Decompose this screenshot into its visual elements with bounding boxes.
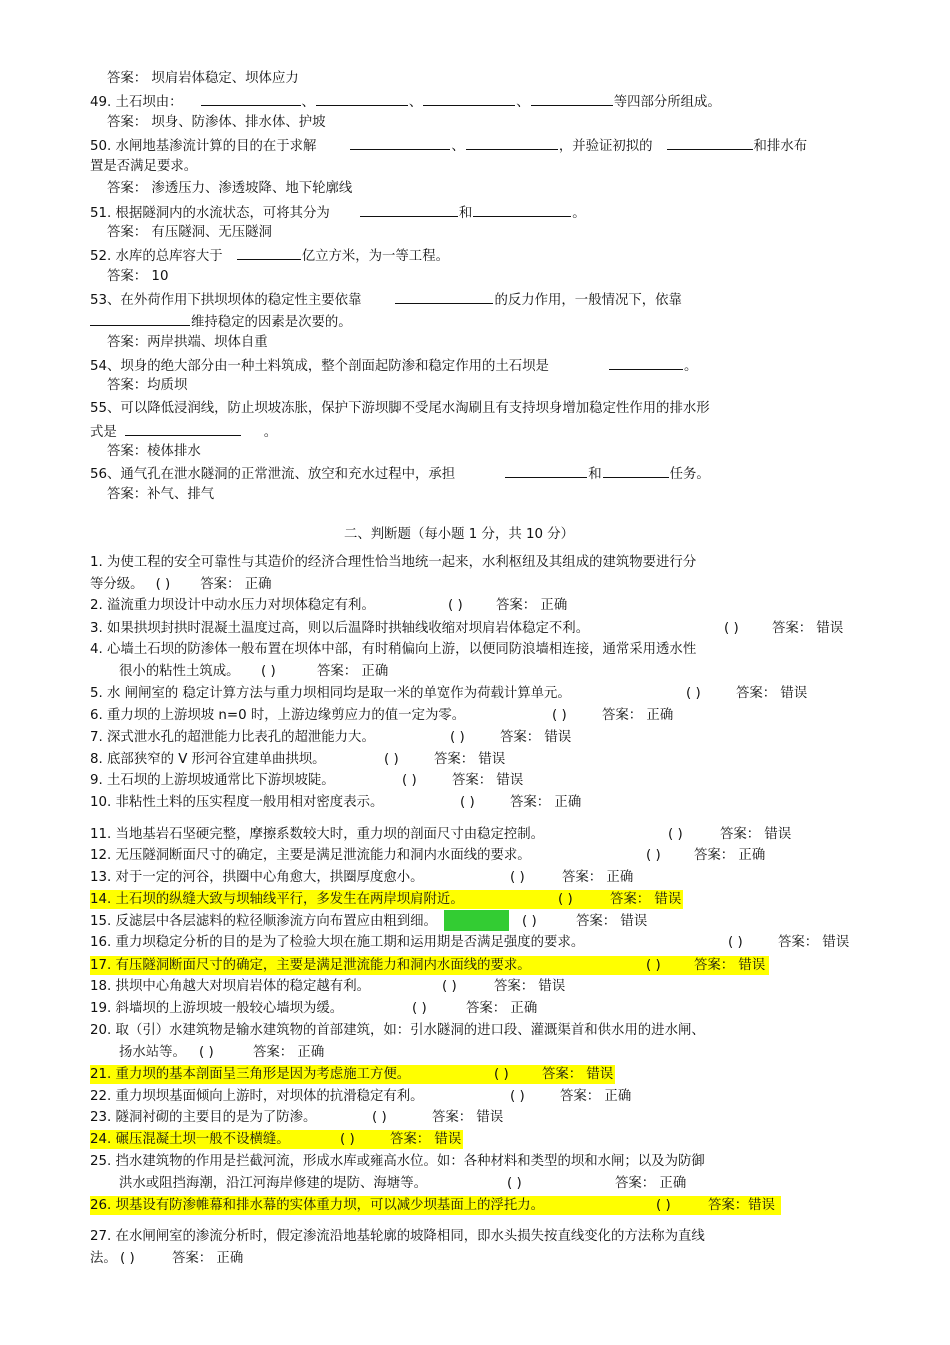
question-52: 52. 水库的总库容大于 亿立方米，为一等工程。 bbox=[90, 245, 449, 264]
question-56: 56、通气孔在泄水隧洞的正常泄流、放空和充水过程中，承担 和 任务。 bbox=[90, 463, 710, 482]
judge-17: 17. 有压隧洞断面尺寸的确定，主要是满足泄流能力和洞内水面线的要求。 ( ) 答案： 错误 bbox=[90, 956, 769, 975]
judge-20-cont: 扬水站等。 ( ) 答案： 正确 bbox=[119, 1045, 325, 1060]
judge-27: 27. 在水闸闸室的渗流分析时，假定渗流沿地基轮廓的坡降相同，即水头损失按直线变化的方法称为直线 bbox=[90, 1229, 705, 1244]
question-50: 50. 水闸地基渗流计算的目的在于求解 、 ，并验证初拟的 和排水布 bbox=[90, 135, 807, 154]
judge-20: 20. 取（引）水建筑物是输水建筑物的首部建筑，如：引水隧洞的进口段、灌溉渠首和供水用的进水闸、 bbox=[90, 1023, 705, 1038]
answer-54: 答案：均质坝 bbox=[107, 378, 188, 393]
judge-4: 4. 心墙土石坝的防渗体一般布置在坝体中部，有时稍偏向上游，以便同防浪墙相连接，通常采用透水性 bbox=[90, 642, 697, 657]
judge-11: 11. 当地基岩石坚硬完整，摩擦系数较大时，重力坝的剖面尺寸由稳定控制。 ( ) 答案： 错误 bbox=[90, 827, 792, 842]
judge-13: 13. 对于一定的河谷，拱圈中心角愈大，拱圈厚度愈小。 ( ) 答案： 正确 bbox=[90, 870, 634, 885]
judge-14: 14. 土石坝的纵缝大致与坝轴线平行，多发生在两岸坝肩附近。 ( ) 答案： 错误 bbox=[90, 892, 682, 907]
judge-1-cont: 等分级。 ( ) 答案： 正确 bbox=[90, 577, 272, 592]
question-51: 51. 根据隧洞内的水流状态，可将其分为 和 。 bbox=[90, 202, 586, 221]
answer-48: 答案： 坝肩岩体稳定、坝体应力 bbox=[107, 71, 299, 86]
question-55: 55、可以降低浸润线，防止坝坡冻胀，保护下游坝脚不受尾水淘刷且有支持坝身增加稳定性作用的排水形 bbox=[90, 401, 710, 416]
judge-3: 3. 如果拱坝封拱时混凝土温度过高，则以后温降时拱轴线收缩对坝肩岩体稳定不利。 ( ) 答案： 错误 bbox=[90, 621, 844, 636]
answer-53: 答案：两岸拱端、坝体自重 bbox=[107, 335, 268, 350]
answer-49: 答案： 坝身、防渗体、排水体、护坡 bbox=[107, 115, 326, 130]
judge-25: 25. 挡水建筑物的作用是拦截河流，形成水库或雍高水位。如：各种材料和类型的坝和水闸；以及为防御 bbox=[90, 1154, 705, 1169]
question-53: 53、在外荷作用下拱坝坝体的稳定性主要依靠 的反力作用，一般情况下，依靠 bbox=[90, 289, 682, 308]
answer-51: 答案： 有压隧洞、无压隧洞 bbox=[107, 225, 272, 240]
question-50-cont: 置是否满足要求。 bbox=[90, 159, 198, 174]
judge-5: 5. 水 闸闸室的 稳定计算方法与重力坝相同均是取一米的单宽作为荷载计算单元。 ( ) 答案： 错误 bbox=[90, 686, 808, 701]
judge-8: 8. 底部狭窄的 V 形河谷宜建单曲拱坝。 ( ) 答案： 错误 bbox=[90, 752, 506, 767]
judge-4-cont: 很小的粘性土筑成。 ( ) 答案： 正确 bbox=[119, 664, 389, 679]
judge-7: 7. 深式泄水孔的超泄能力比表孔的超泄能力大。 ( ) 答案： 错误 bbox=[90, 730, 572, 745]
judge-16: 16. 重力坝稳定分析的目的是为了检验大坝在施工期和运用期是否满足强度的要求。 ( ) 答案： 错误 bbox=[90, 935, 850, 950]
judge-25-cont: 洪水或阻挡海潮，沿江河海岸修建的堤防、海塘等。 ( ) 答案： 正确 bbox=[119, 1176, 687, 1191]
answer-55: 答案：棱体排水 bbox=[107, 444, 201, 459]
answer-50: 答案： 渗透压力、渗透坡降、地下轮廓线 bbox=[107, 181, 353, 196]
judge-12: 12. 无压隧洞断面尺寸的确定，主要是满足泄流能力和洞内水面线的要求。 ( ) 答案： 正确 bbox=[90, 848, 766, 863]
judge-26: 26. 坝基设有防渗帷幕和排水幕的实体重力坝，可以减少坝基面上的浮托力。 ( ) 答案：错误 bbox=[90, 1196, 781, 1215]
judge-22: 22. 重力坝坝基面倾向上游时，对坝体的抗滑稳定有利。 ( ) 答案： 正确 bbox=[90, 1089, 632, 1104]
judge-19: 19. 斜墙坝的上游坝坡一般较心墙坝为缓。 ( ) 答案： 正确 bbox=[90, 1001, 538, 1016]
answer-56: 答案：补气、排气 bbox=[107, 487, 215, 502]
judge-27-cont: 法。 ( ) 答案： 正确 bbox=[90, 1251, 244, 1266]
judge-6: 6. 重力坝的上游坝坡 n=0 时，上游边缘剪应力的值一定为零。 ( ) 答案： 正确 bbox=[90, 708, 674, 723]
answer-52: 答案： 10 bbox=[107, 269, 169, 284]
judge-15: 15. 反滤层中各层滤料的粒径顺渗流方向布置应由粗到细。 ( ) 答案： 错误 bbox=[90, 914, 648, 929]
judge-21: 21. 重力坝的基本剖面呈三角形是因为考虑施工方便。 ( ) 答案： 错误 bbox=[90, 1067, 614, 1082]
question-54: 54、坝身的绝大部分由一种土料筑成，整个剖面起防渗和稳定作用的土石坝是 。 bbox=[90, 355, 697, 374]
judge-2: 2. 溢流重力坝设计中动水压力对坝体稳定有利。 ( ) 答案： 正确 bbox=[90, 598, 568, 613]
judge-24: 24. 碾压混凝土坝一般不设横缝。 ( ) 答案： 错误 bbox=[90, 1132, 462, 1147]
judge-18: 18. 拱坝中心角越大对坝肩岩体的稳定越有利。 ( ) 答案： 错误 bbox=[90, 979, 566, 994]
section-title: 二、判断题（每小题 1 分，共 10 分） bbox=[344, 527, 575, 542]
judge-1: 1. 为使工程的安全可靠性与其造价的经济合理性恰当地统一起来，水利枢纽及其组成的建筑物要进行分 bbox=[90, 555, 697, 570]
judge-9: 9. 土石坝的上游坝坡通常比下游坝坡陡。 ( ) 答案： 错误 bbox=[90, 773, 524, 788]
judge-23: 23. 隧洞衬砌的主要目的是为了防渗。 ( ) 答案： 错误 bbox=[90, 1110, 504, 1125]
question-53-cont: 维持稳定的因素是次要的。 bbox=[90, 311, 352, 330]
question-49: 49. 土石坝由： 、 、 、 等四部分所组成。 bbox=[90, 91, 721, 110]
judge-10: 10. 非粘性土料的压实程度一般用相对密度表示。 ( ) 答案： 正确 bbox=[90, 795, 582, 810]
question-55-cont: 式是 。 bbox=[90, 421, 277, 440]
